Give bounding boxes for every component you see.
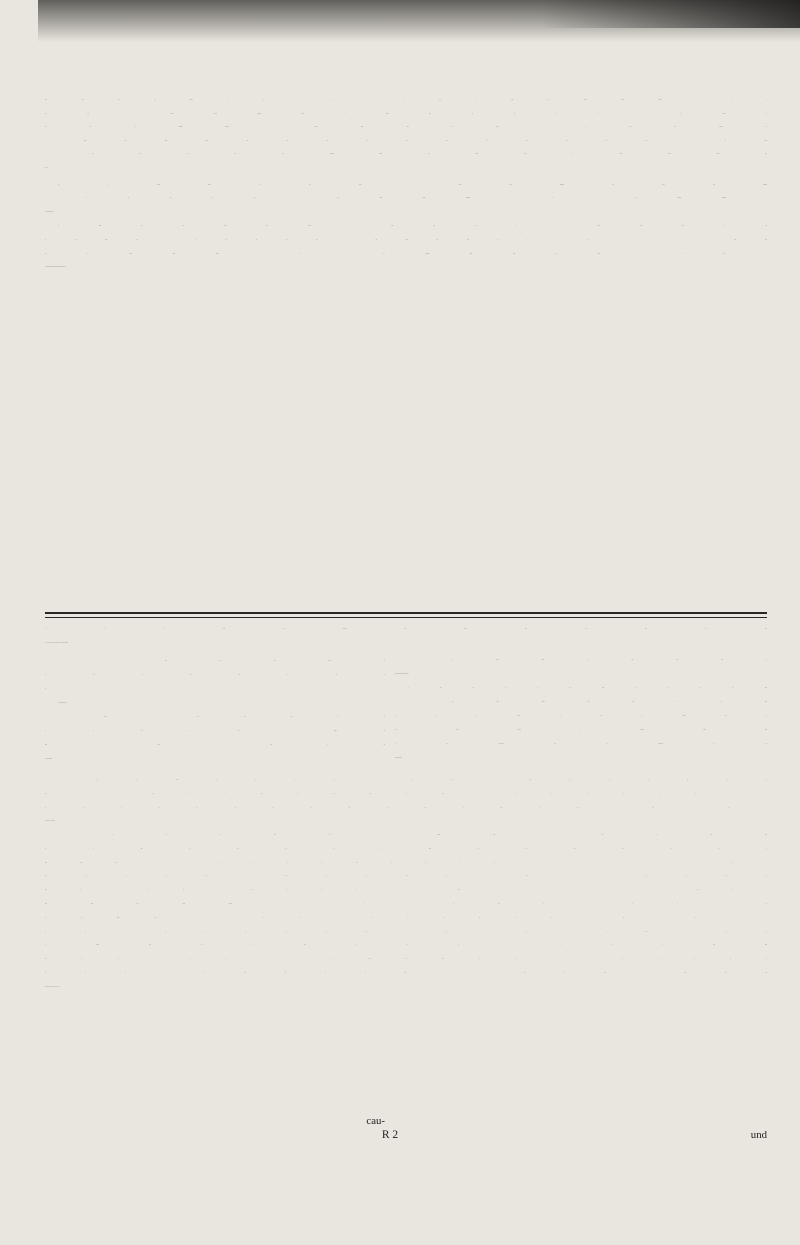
variety-1-paragraph (45, 179, 767, 220)
catchword-german: und (750, 1129, 767, 1141)
text-line (45, 414, 385, 426)
text-line (45, 884, 767, 898)
text-line (395, 285, 767, 297)
text-line (45, 332, 385, 344)
text-line (45, 261, 767, 275)
text-line (45, 507, 385, 519)
citation-paragraph (45, 94, 767, 176)
text-line (45, 542, 385, 554)
text-line (395, 668, 767, 682)
text-line (395, 425, 767, 437)
text-line (45, 192, 767, 206)
genus-names-paragraph (45, 774, 767, 829)
text-line (395, 390, 767, 402)
synonym-citations-block (45, 94, 767, 275)
text-line (45, 390, 385, 402)
text-line (395, 696, 767, 710)
text-line (45, 752, 385, 766)
text-line (45, 162, 767, 176)
text-line (45, 898, 767, 912)
text-line (45, 815, 767, 829)
text-line (45, 637, 767, 651)
text-line (395, 724, 767, 738)
text-line (45, 94, 767, 108)
catchword-latin: cau- (366, 1115, 385, 1127)
text-line (395, 402, 767, 414)
text-line (45, 939, 767, 953)
text-line (45, 857, 767, 871)
text-line (45, 981, 767, 995)
text-line (395, 519, 767, 531)
text-line (45, 220, 767, 234)
text-line (45, 1088, 385, 1102)
text-line (45, 668, 385, 682)
text-line (45, 121, 767, 135)
scan-shadow-corner (540, 0, 800, 28)
text-line (45, 437, 385, 449)
text-line (45, 1047, 385, 1061)
text-line (395, 308, 767, 320)
text-line (395, 379, 767, 391)
text-line (45, 495, 385, 507)
text-line (395, 320, 767, 332)
text-line (45, 967, 767, 981)
text-line (45, 108, 767, 122)
text-line (395, 367, 767, 379)
section-divider-rule (45, 612, 767, 618)
signature-mark: R 2 (381, 1129, 399, 1141)
text-line (45, 843, 767, 857)
text-line (395, 710, 767, 724)
text-line (395, 414, 767, 426)
text-line (45, 297, 385, 309)
variety-2-paragraph (45, 220, 767, 274)
text-line (395, 554, 767, 566)
text-line (45, 343, 385, 355)
text-line (45, 367, 385, 379)
text-line (45, 248, 767, 262)
text-line (395, 495, 767, 507)
text-line (45, 519, 385, 531)
text-line (395, 682, 767, 696)
text-line (45, 654, 385, 668)
numbered-remarks-latin (45, 654, 385, 766)
text-line (395, 738, 767, 752)
text-line (45, 912, 767, 926)
text-line (45, 355, 385, 367)
text-line (45, 135, 767, 149)
text-line (395, 1034, 767, 1048)
text-line (395, 484, 767, 496)
text-line (395, 449, 767, 461)
text-line (45, 870, 767, 884)
text-line (395, 1088, 767, 1102)
text-line (45, 206, 767, 220)
text-line (395, 472, 767, 484)
text-line (45, 320, 385, 332)
text-line (395, 1047, 767, 1061)
note-2-german-column (395, 1020, 767, 1115)
text-line (395, 654, 767, 668)
text-line (45, 379, 385, 391)
note-german-column (395, 285, 767, 566)
text-line (45, 530, 385, 542)
text-line (395, 343, 767, 355)
note-latin-column (45, 285, 385, 554)
text-line (45, 802, 767, 816)
text-line (45, 472, 385, 484)
text-line (45, 234, 767, 248)
text-line (45, 623, 767, 637)
text-line (395, 460, 767, 472)
text-line (395, 1074, 767, 1088)
text-line (45, 1020, 385, 1034)
text-line (45, 402, 385, 414)
text-line (395, 542, 767, 554)
text-line (45, 1034, 385, 1048)
text-line (45, 710, 385, 724)
numbered-remarks-german (395, 654, 767, 766)
text-line (45, 425, 385, 437)
text-line (395, 507, 767, 519)
text-line (45, 308, 385, 320)
text-line (45, 179, 767, 193)
text-line (45, 285, 385, 297)
text-line (395, 1061, 767, 1075)
text-line (45, 774, 767, 788)
plate-header (45, 623, 767, 651)
text-line (45, 696, 385, 710)
text-line (45, 1061, 385, 1075)
text-line (45, 449, 385, 461)
text-line (395, 297, 767, 309)
text-line (395, 437, 767, 449)
text-line (45, 460, 385, 472)
text-line (45, 926, 767, 940)
text-line (395, 332, 767, 344)
text-line (45, 724, 385, 738)
text-line (45, 148, 767, 162)
text-line (45, 788, 767, 802)
text-line (395, 530, 767, 542)
text-line (395, 355, 767, 367)
note-2-latin-column (45, 1020, 385, 1115)
text-line (45, 1102, 385, 1116)
text-line (45, 1074, 385, 1088)
text-line (45, 953, 767, 967)
text-line (45, 484, 385, 496)
text-line (395, 752, 767, 766)
text-line (395, 1102, 767, 1116)
species-names-paragraph (45, 829, 767, 995)
note-german-continuation (45, 566, 767, 578)
text-line (45, 682, 385, 696)
text-line (45, 738, 385, 752)
text-line (45, 829, 767, 843)
text-line (395, 1020, 767, 1034)
